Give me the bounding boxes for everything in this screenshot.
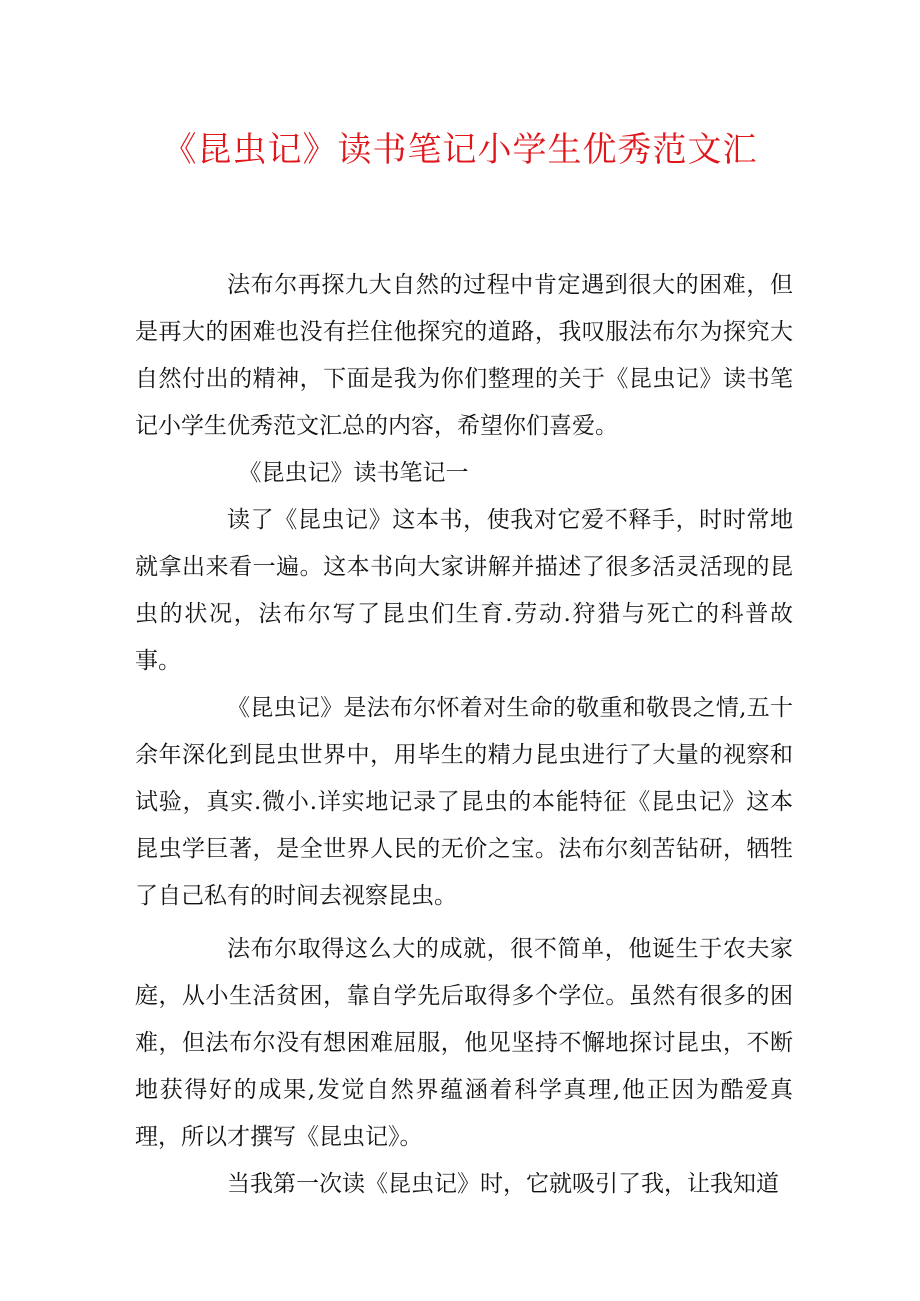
document-title: 《昆虫记》读书笔记小学生优秀范文汇 [162,130,758,170]
body-paragraph: 当我第一次读《昆虫记》时，它就吸引了我，让我知道 [227,1171,779,1197]
section-heading: 《昆虫记》读书笔记一 [238,460,469,486]
body-paragraph: 《昆虫记》是法布尔怀着对生命的敬重和敬畏之情,五十余年深化到昆虫世界中，用毕生的精力昆虫进行了大量的视察和试验，真实.微小.详实地记录了昆虫的本能特征《昆虫记》这本昆虫学巨著，是全世界人民的无价之宝。法布尔刻苦钻研，牺牲了自己私有的时间去视察昆虫。 [135,695,793,909]
body-paragraph: 读了《昆虫记》这本书，使我对它爱不释手，时时常地就拿出来看一遍。这本书向大家讲解并描述了很多活灵活现的昆虫的状况，法布尔写了昆虫们生育.劳动.狩猎与死亡的科普故事。 [135,507,793,674]
body-paragraph: 法布尔取得这么大的成就，很不简单，他诞生于农夫家庭，从小生活贫困，靠自学先后取得多个学位。虽然有很多的困难，但法布尔没有想困难屈服，他见坚持不懈地探讨昆虫，不断地获得好的成果,发觉自然界蕴涵着科学真理,他正因为酷爱真理，所以才撰写《昆虫记》。 [135,936,793,1150]
intro-paragraph: 法布尔再探九大自然的过程中肯定遇到很大的困难，但是再大的困难也没有拦住他探究的道路，我叹服法布尔为探究大自然付出的精神，下面是我为你们整理的关于《昆虫记》读书笔记小学生优秀范文汇总的内容，希望你们喜爱。 [135,272,793,439]
document-body [135,262,793,1208]
